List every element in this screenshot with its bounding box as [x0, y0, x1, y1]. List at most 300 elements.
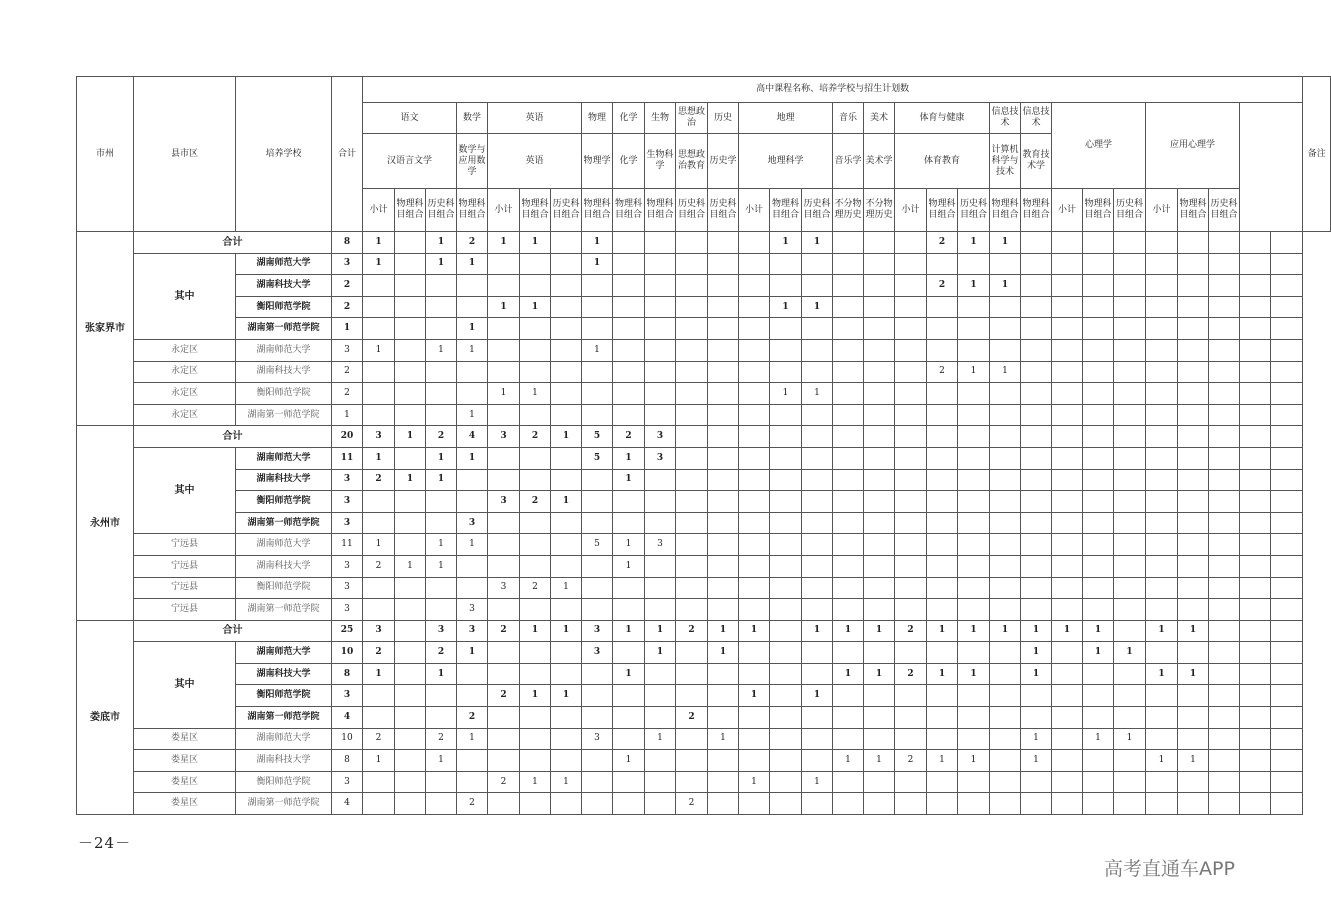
plan-count-cell	[1114, 296, 1146, 318]
plan-count-cell	[770, 339, 802, 361]
plan-count-cell	[426, 707, 457, 729]
plan-count-cell	[551, 663, 582, 685]
plan-count-cell: 1	[958, 361, 990, 383]
plan-count-cell	[1178, 253, 1209, 275]
plan-count-cell	[739, 577, 770, 599]
plan-count-cell: 1	[395, 469, 426, 491]
plan-count-cell	[833, 491, 864, 513]
plan-count-cell	[1178, 728, 1209, 750]
total-cell: 3	[332, 555, 363, 577]
note-cell	[1271, 426, 1303, 448]
plan-count-cell	[1052, 404, 1083, 426]
plan-count-cell	[1146, 253, 1178, 275]
plan-count-cell	[927, 577, 958, 599]
plan-count-cell	[1052, 534, 1083, 556]
plan-count-cell: 1	[645, 728, 676, 750]
plan-count-cell	[676, 426, 708, 448]
school-name: 衡阳师范学院	[236, 685, 332, 707]
district-name: 永定区	[134, 361, 236, 383]
plan-count-cell	[1114, 339, 1146, 361]
plan-count-cell	[551, 275, 582, 297]
plan-count-cell	[958, 426, 990, 448]
plan-count-cell	[1021, 707, 1052, 729]
plan-count-cell	[520, 750, 551, 772]
plan-count-cell	[1209, 728, 1240, 750]
plan-count-cell	[488, 555, 520, 577]
plan-count-cell	[613, 577, 645, 599]
plan-count-cell	[895, 232, 927, 254]
plan-count-cell	[582, 555, 613, 577]
plan-count-cell	[895, 793, 927, 815]
note-cell	[1271, 469, 1303, 491]
plan-count-cell	[645, 555, 676, 577]
plan-count-cell	[363, 404, 395, 426]
plan-count-cell: 2	[488, 771, 520, 793]
plan-count-cell	[1021, 534, 1052, 556]
plan-count-cell	[363, 361, 395, 383]
note-cell	[1271, 707, 1303, 729]
total-cell: 3	[332, 771, 363, 793]
plan-count-cell	[551, 469, 582, 491]
plan-count-cell	[802, 253, 833, 275]
course-biology: 生物	[645, 103, 676, 134]
plan-count-cell	[395, 404, 426, 426]
plan-count-cell	[1209, 296, 1240, 318]
plan-count-cell: 1	[551, 577, 582, 599]
course-chinese: 语文	[363, 103, 457, 134]
plan-count-cell	[1209, 253, 1240, 275]
enrollment-plan-table	[76, 76, 1331, 815]
plan-count-cell	[395, 232, 426, 254]
plan-count-cell: 2	[457, 232, 488, 254]
plan-count-cell: 1	[958, 663, 990, 685]
plan-count-cell: 1	[395, 426, 426, 448]
breakdown-label: 其中	[134, 642, 236, 728]
plan-count-cell	[363, 771, 395, 793]
plan-count-cell: 1	[613, 534, 645, 556]
plan-count-cell	[927, 707, 958, 729]
plan-count-cell	[739, 253, 770, 275]
plan-count-cell: 3	[488, 577, 520, 599]
plan-count-cell: 1	[1052, 620, 1083, 642]
note-cell	[1271, 361, 1303, 383]
plan-count-cell	[457, 361, 488, 383]
plan-count-cell	[927, 771, 958, 793]
plan-count-cell	[1083, 793, 1114, 815]
plan-count-cell	[676, 383, 708, 405]
plan-count-cell	[488, 275, 520, 297]
plan-count-cell	[864, 577, 895, 599]
major-computer-science: 计算机科学与技术	[990, 134, 1021, 189]
plan-count-cell	[990, 469, 1021, 491]
plan-count-cell	[958, 491, 990, 513]
table-row	[77, 404, 1331, 426]
plan-count-cell: 1	[864, 620, 895, 642]
plan-count-cell	[927, 491, 958, 513]
plan-count-cell: 1	[363, 447, 395, 469]
district-name: 宁远县	[134, 555, 236, 577]
combo-label: 物理科目组合	[1021, 189, 1052, 232]
plan-count-cell	[770, 534, 802, 556]
school-name: 湖南科技大学	[236, 275, 332, 297]
plan-count-cell: 1	[363, 663, 395, 685]
plan-count-cell	[1146, 534, 1178, 556]
plan-count-cell	[395, 491, 426, 513]
plan-count-cell	[895, 512, 927, 534]
plan-count-cell	[645, 512, 676, 534]
plan-count-cell	[895, 426, 927, 448]
plan-count-cell	[1114, 426, 1146, 448]
plan-count-cell	[1240, 534, 1271, 556]
major-pe: 体育教育	[895, 134, 990, 189]
plan-count-cell	[1021, 555, 1052, 577]
combo-label: 历史科目组合	[958, 189, 990, 232]
note-cell	[1271, 599, 1303, 621]
plan-count-cell	[1209, 404, 1240, 426]
plan-count-cell: 1	[958, 750, 990, 772]
plan-count-cell: 4	[457, 426, 488, 448]
school-name: 湖南师范大学	[236, 339, 332, 361]
total-cell: 3	[332, 339, 363, 361]
plan-count-cell	[613, 275, 645, 297]
plan-count-cell: 1	[426, 750, 457, 772]
plan-count-cell	[363, 685, 395, 707]
plan-count-cell	[802, 469, 833, 491]
plan-count-cell	[645, 296, 676, 318]
plan-count-cell	[1240, 793, 1271, 815]
plan-count-cell	[1146, 361, 1178, 383]
plan-count-cell	[1209, 361, 1240, 383]
plan-count-cell	[520, 447, 551, 469]
plan-count-cell	[582, 275, 613, 297]
plan-count-cell	[1052, 707, 1083, 729]
plan-count-cell	[582, 512, 613, 534]
plan-count-cell	[676, 750, 708, 772]
note-cell	[1271, 577, 1303, 599]
plan-count-cell	[1209, 339, 1240, 361]
table-row	[77, 534, 1331, 556]
plan-count-cell	[1240, 685, 1271, 707]
subtotal-label: 合计	[134, 232, 332, 254]
plan-count-cell	[395, 361, 426, 383]
plan-count-cell	[395, 383, 426, 405]
combo-label: 历史科目组合	[551, 189, 582, 232]
plan-count-cell	[457, 555, 488, 577]
plan-count-cell	[1178, 469, 1209, 491]
plan-count-cell	[1083, 512, 1114, 534]
plan-count-cell	[990, 491, 1021, 513]
plan-count-cell	[1114, 404, 1146, 426]
course-geography: 地理	[739, 103, 833, 134]
plan-count-cell	[1240, 469, 1271, 491]
table-row	[77, 750, 1331, 772]
plan-count-cell	[990, 663, 1021, 685]
plan-count-cell	[708, 599, 739, 621]
plan-count-cell	[1178, 793, 1209, 815]
school-name: 湖南第一师范学院	[236, 599, 332, 621]
plan-count-cell	[1021, 296, 1052, 318]
plan-count-cell: 1	[488, 232, 520, 254]
plan-count-cell	[864, 447, 895, 469]
plan-count-cell	[1240, 361, 1271, 383]
plan-count-cell	[1114, 750, 1146, 772]
plan-count-cell	[708, 685, 739, 707]
plan-count-cell	[520, 534, 551, 556]
school-name: 衡阳师范学院	[236, 771, 332, 793]
plan-count-cell: 1	[708, 642, 739, 664]
plan-count-cell	[1083, 296, 1114, 318]
plan-count-cell	[426, 361, 457, 383]
combo-label: 历史科目组合	[426, 189, 457, 232]
plan-count-cell: 1	[1114, 728, 1146, 750]
plan-count-cell: 1	[363, 232, 395, 254]
plan-count-cell	[1146, 232, 1178, 254]
total-cell: 3	[332, 599, 363, 621]
plan-count-cell: 1	[1083, 642, 1114, 664]
plan-count-cell	[1209, 383, 1240, 405]
school-name: 湖南师范大学	[236, 447, 332, 469]
city-name: 永州市	[77, 426, 134, 620]
plan-count-cell	[395, 253, 426, 275]
plan-count-cell	[864, 361, 895, 383]
major-geography: 地理科学	[739, 134, 833, 189]
combo-label: 历史科目组合	[708, 189, 739, 232]
plan-count-cell	[864, 318, 895, 340]
plan-count-cell: 1	[990, 361, 1021, 383]
breakdown-label: 其中	[134, 253, 236, 339]
district-name: 宁远县	[134, 577, 236, 599]
plan-count-cell	[1083, 404, 1114, 426]
plan-count-cell: 1	[802, 771, 833, 793]
combo-label: 历史科目组合	[802, 189, 833, 232]
plan-count-cell	[958, 707, 990, 729]
plan-count-cell	[990, 771, 1021, 793]
district-name: 宁远县	[134, 534, 236, 556]
plan-count-cell	[363, 491, 395, 513]
plan-count-cell: 1	[802, 685, 833, 707]
major-chinese-literature: 汉语言文学	[363, 134, 457, 189]
plan-count-cell	[1178, 383, 1209, 405]
plan-count-cell	[1146, 426, 1178, 448]
plan-count-cell	[1240, 296, 1271, 318]
plan-count-cell	[927, 793, 958, 815]
plan-count-cell	[395, 339, 426, 361]
plan-count-cell	[645, 685, 676, 707]
note-cell	[1271, 793, 1303, 815]
plan-count-cell	[927, 253, 958, 275]
plan-count-cell	[990, 750, 1021, 772]
plan-count-cell	[1209, 793, 1240, 815]
plan-count-cell	[1083, 750, 1114, 772]
total-cell: 20	[332, 426, 363, 448]
plan-count-cell: 3	[457, 620, 488, 642]
plan-count-cell	[1021, 275, 1052, 297]
plan-count-cell	[1178, 426, 1209, 448]
plan-count-cell	[1240, 642, 1271, 664]
combo-label: 物理科目组合	[770, 189, 802, 232]
plan-count-cell	[426, 685, 457, 707]
plan-count-cell	[613, 232, 645, 254]
plan-count-cell	[1114, 318, 1146, 340]
plan-count-cell	[864, 383, 895, 405]
plan-count-cell: 1	[426, 253, 457, 275]
plan-count-cell	[864, 642, 895, 664]
plan-count-cell	[1146, 642, 1178, 664]
plan-count-cell	[708, 663, 739, 685]
plan-count-cell	[708, 534, 739, 556]
plan-count-cell	[958, 339, 990, 361]
plan-count-cell: 2	[363, 642, 395, 664]
plan-count-cell: 1	[551, 771, 582, 793]
note-cell	[1271, 620, 1303, 642]
school-name: 衡阳师范学院	[236, 383, 332, 405]
plan-count-cell	[488, 512, 520, 534]
combo-label: 历史科目组合	[676, 189, 708, 232]
plan-count-cell: 1	[551, 426, 582, 448]
plan-count-cell	[395, 663, 426, 685]
plan-count-cell	[520, 253, 551, 275]
combo-label: 物理科目组合	[1178, 189, 1209, 232]
plan-count-cell	[488, 534, 520, 556]
plan-count-cell	[927, 339, 958, 361]
plan-count-cell	[833, 685, 864, 707]
plan-count-cell	[582, 361, 613, 383]
total-cell: 11	[332, 534, 363, 556]
plan-count-cell	[895, 447, 927, 469]
plan-count-cell	[1083, 469, 1114, 491]
plan-count-cell	[1083, 707, 1114, 729]
plan-count-cell: 1	[1178, 750, 1209, 772]
school-subtotal-row	[77, 642, 1331, 664]
plan-count-cell	[739, 383, 770, 405]
plan-count-cell	[802, 447, 833, 469]
plan-count-cell	[520, 404, 551, 426]
plan-count-cell	[1052, 771, 1083, 793]
plan-count-cell: 1	[708, 620, 739, 642]
plan-count-cell	[927, 685, 958, 707]
plan-count-cell	[613, 771, 645, 793]
plan-count-cell: 3	[582, 620, 613, 642]
plan-count-cell	[645, 577, 676, 599]
plan-count-cell	[864, 685, 895, 707]
note-cell	[1271, 253, 1303, 275]
plan-count-cell	[833, 253, 864, 275]
combo-label: 历史科目组合	[1209, 189, 1240, 232]
plan-count-cell: 2	[895, 663, 927, 685]
plan-count-cell	[551, 534, 582, 556]
table-row	[77, 361, 1331, 383]
plan-count-cell	[1021, 491, 1052, 513]
plan-count-cell	[770, 750, 802, 772]
plan-count-cell	[739, 491, 770, 513]
plan-count-cell	[551, 296, 582, 318]
plan-count-cell	[613, 361, 645, 383]
plan-count-cell	[1146, 793, 1178, 815]
plan-count-cell	[1083, 339, 1114, 361]
school-name: 衡阳师范学院	[236, 577, 332, 599]
plan-count-cell	[833, 469, 864, 491]
plan-count-cell: 1	[927, 750, 958, 772]
plan-count-cell	[708, 577, 739, 599]
plan-count-cell: 1	[520, 383, 551, 405]
plan-count-cell	[676, 771, 708, 793]
plan-count-cell	[739, 793, 770, 815]
plan-count-cell: 1	[802, 620, 833, 642]
plan-count-cell	[739, 447, 770, 469]
total-cell: 3	[332, 512, 363, 534]
plan-count-cell	[1052, 318, 1083, 340]
plan-count-cell	[551, 318, 582, 340]
plan-count-cell: 1	[363, 253, 395, 275]
plan-count-cell	[833, 339, 864, 361]
school-name: 湖南第一师范学院	[236, 318, 332, 340]
district-name: 娄星区	[134, 750, 236, 772]
plan-count-cell	[739, 318, 770, 340]
plan-count-cell	[770, 447, 802, 469]
plan-count-cell	[895, 599, 927, 621]
total-cell: 4	[332, 793, 363, 815]
plan-count-cell	[645, 599, 676, 621]
plan-count-cell	[770, 728, 802, 750]
plan-count-cell	[1083, 361, 1114, 383]
plan-count-cell: 1	[1083, 620, 1114, 642]
plan-count-cell: 2	[363, 555, 395, 577]
plan-count-cell	[1178, 534, 1209, 556]
plan-count-cell	[1021, 253, 1052, 275]
plan-count-cell	[582, 707, 613, 729]
combo-label: 小计	[895, 189, 927, 232]
combo-label: 小计	[1146, 189, 1178, 232]
plan-count-cell	[927, 296, 958, 318]
plan-count-cell	[708, 339, 739, 361]
plan-count-cell	[802, 491, 833, 513]
plan-count-cell	[708, 750, 739, 772]
plan-count-cell	[613, 599, 645, 621]
plan-count-cell	[1052, 253, 1083, 275]
plan-count-cell	[864, 555, 895, 577]
plan-count-cell: 3	[457, 599, 488, 621]
plan-count-cell	[895, 361, 927, 383]
plan-count-cell	[1052, 642, 1083, 664]
plan-count-cell	[582, 296, 613, 318]
plan-count-cell	[1052, 383, 1083, 405]
plan-count-cell	[708, 426, 739, 448]
plan-count-cell	[770, 599, 802, 621]
plan-count-cell	[363, 296, 395, 318]
plan-count-cell	[395, 577, 426, 599]
plan-count-cell	[927, 728, 958, 750]
plan-count-cell	[739, 361, 770, 383]
plan-count-cell	[1178, 599, 1209, 621]
plan-count-cell: 3	[645, 426, 676, 448]
plan-count-cell	[1240, 599, 1271, 621]
note-cell	[1271, 447, 1303, 469]
plan-count-cell	[363, 275, 395, 297]
plan-count-cell	[864, 491, 895, 513]
plan-count-cell	[1083, 534, 1114, 556]
plan-count-cell	[551, 447, 582, 469]
plan-count-cell	[520, 361, 551, 383]
plan-count-cell: 1	[488, 383, 520, 405]
plan-count-cell: 2	[363, 469, 395, 491]
combo-label: 物理科目组合	[990, 189, 1021, 232]
plan-count-cell	[802, 339, 833, 361]
plan-count-cell: 1	[551, 685, 582, 707]
plan-count-cell	[1209, 426, 1240, 448]
plan-count-cell	[1178, 577, 1209, 599]
plan-count-cell: 2	[363, 728, 395, 750]
plan-count-cell	[613, 318, 645, 340]
